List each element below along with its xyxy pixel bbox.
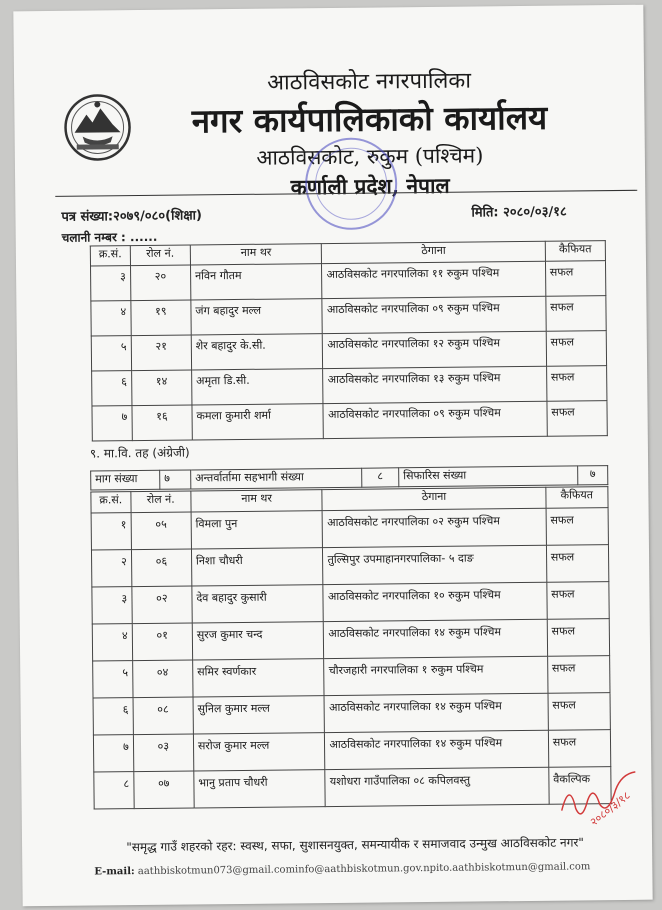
col-roll: रोल नं. xyxy=(131,491,191,513)
dispatch-number: चलानी नम्बर : ...... xyxy=(61,229,158,245)
cell-name: समिर स्वर्णकार xyxy=(193,659,325,697)
col-address: ठेगाना xyxy=(322,241,546,263)
cell-serial: ५ xyxy=(93,661,133,698)
recommend-value: ७ xyxy=(578,466,608,485)
cell-address: आठविसकोट नगरपालिका ११ रुकुम पश्चिम xyxy=(322,261,546,298)
cell-address: आठविसकोट नगरपालिका १४ रुकुम पश्चिम xyxy=(324,693,548,732)
cell-roll: ०४ xyxy=(132,660,193,698)
cell-remarks: सफल xyxy=(546,331,607,367)
cell-remarks: सफल xyxy=(546,366,607,402)
table-row xyxy=(91,261,606,301)
cell-address: चौरजहारी नगरपालिका १ रुकुम पश्चिम xyxy=(324,656,548,695)
municipality-name: आठविसकोट नगरपालिका xyxy=(267,68,472,96)
interview-value: ८ xyxy=(362,468,399,487)
table-row xyxy=(91,296,606,336)
cell-roll: ०६ xyxy=(131,549,192,587)
reference-number: पत्र संख्या:२०७९/०८०(शिक्षा) xyxy=(61,208,202,225)
cell-remarks: सफल xyxy=(546,545,609,583)
cell-remarks: सफल xyxy=(548,693,611,731)
cell-name: देव बहादुर कुसारी xyxy=(192,585,324,623)
email-label: E-mail: xyxy=(94,866,135,878)
cell-serial: ८ xyxy=(94,772,134,809)
cell-serial: ७ xyxy=(93,735,133,772)
cell-remarks: सफल xyxy=(546,296,607,332)
table-row xyxy=(92,401,607,441)
cell-address: आठविसकोट नगरपालिका १० रुकुम पश्चिम xyxy=(323,582,547,621)
section-title: ९. मा.वि. तह (अंग्रेजी) xyxy=(89,445,190,461)
cell-serial: ६ xyxy=(92,371,132,406)
cell-address: आठविसकोट नगरपालिका १२ रुकुम पश्चिम xyxy=(323,331,547,368)
interview-label: अन्तर्वार्तामा सहभागी संख्या xyxy=(191,468,362,489)
col-serial: क्र.सं. xyxy=(91,492,131,513)
cell-remarks: सफल xyxy=(547,619,610,657)
cell-remarks: सफल xyxy=(547,656,610,694)
signature-icon xyxy=(551,760,647,831)
table-row xyxy=(93,656,610,698)
cell-remarks: सफल xyxy=(547,401,608,437)
cell-roll: ०७ xyxy=(134,771,195,809)
cell-serial: ३ xyxy=(92,587,132,624)
cell-name: सरोज कुमार मल्ल xyxy=(193,733,325,771)
cell-address: आठविसकोट नगरपालिका १४ रुकुम पश्चिम xyxy=(324,619,548,658)
cell-name: कमला कुमारी शर्मा xyxy=(192,404,324,440)
province-name: कर्णाली प्रदेश, नेपाल xyxy=(290,172,450,200)
cell-remarks: सफल xyxy=(548,730,611,768)
col-address: ठेगाना xyxy=(322,487,546,510)
table-row xyxy=(91,545,608,587)
table-row xyxy=(92,619,609,661)
results-table-2 xyxy=(90,486,611,809)
cell-remarks: सफल xyxy=(546,508,609,546)
cell-roll: ०८ xyxy=(133,697,194,735)
signature-date: २०८०/३/१८ xyxy=(587,788,633,829)
col-name: नाम थर xyxy=(191,490,323,512)
cell-name: निशा चौधरी xyxy=(191,548,323,586)
cell-serial: १ xyxy=(91,513,131,550)
table-row xyxy=(93,693,610,735)
cell-roll: २१ xyxy=(131,335,192,371)
table-row xyxy=(94,767,611,809)
col-name: नाम थर xyxy=(190,244,322,265)
cell-name: नविन गौतम xyxy=(190,264,322,300)
cell-name: विमला पुन xyxy=(191,511,323,549)
cell-roll: ०२ xyxy=(132,586,193,624)
cell-remarks: सफल xyxy=(545,261,606,297)
cell-roll: २० xyxy=(130,265,191,301)
cell-serial: २ xyxy=(91,550,131,587)
cell-serial: ४ xyxy=(92,624,132,661)
cell-serial: ७ xyxy=(92,406,132,441)
col-remarks: कैफियत xyxy=(546,487,608,509)
cell-address: आठविसकोट नगरपालिका १३ रुकुम पश्चिम xyxy=(323,366,547,403)
footer-email xyxy=(94,861,590,877)
letter-page xyxy=(13,5,652,907)
cell-remarks: सफल xyxy=(547,582,610,620)
table-row xyxy=(92,582,609,624)
demand-value: ७ xyxy=(160,470,191,489)
cell-serial: ६ xyxy=(93,698,133,735)
office-name: नगर कार्यपालिकाको कार्यालय xyxy=(191,97,548,141)
cell-roll: ०३ xyxy=(133,734,194,772)
cell-address: आठविसकोट नगरपालिका ०९ रुकुम पश्चिम xyxy=(323,401,547,438)
table-row xyxy=(92,366,607,406)
cell-roll: १४ xyxy=(131,370,192,406)
results-table-1 xyxy=(90,240,608,441)
footer-motto: "समृद्ध गाउँ शहरको रहर: स्वस्थ, सफा, सुशासनयुक्त, समन्यायीक र समाजवाद उन्मुख आठविसकोट नगर" xyxy=(126,835,584,855)
cell-name: भानु प्रताप चौधरी xyxy=(194,770,326,808)
office-stamp-icon xyxy=(305,137,398,230)
cell-serial: ५ xyxy=(91,336,131,371)
cell-roll: ०५ xyxy=(131,512,192,550)
table-row xyxy=(91,331,606,371)
cell-roll: ०१ xyxy=(132,623,193,661)
recommend-label: सिफारिस संख्या xyxy=(399,466,578,487)
cell-name: अमृता डि.सी. xyxy=(192,369,324,405)
cell-address: आठविसकोट नगरपालिका १४ रुकुम पश्चिम xyxy=(325,730,549,769)
table-row xyxy=(91,508,608,550)
letter-date: मिति: २०८०/०३/१८ xyxy=(471,204,567,221)
office-location: आठविसकोट, रुकुम (पश्चिम) xyxy=(256,143,484,170)
col-serial: क्र.सं. xyxy=(90,246,130,266)
cell-name: सुनिल कुमार मल्ल xyxy=(193,696,325,734)
cell-address: यशोधरा गाउँपालिका ०८ कपिलवस्तु xyxy=(325,767,549,806)
cell-roll: १९ xyxy=(131,300,192,336)
cell-name: जंग बहादुर मल्ल xyxy=(191,299,323,335)
table-row xyxy=(93,730,610,772)
cell-address: आठविसकोट नगरपालिका ०२ रुकुम पश्चिम xyxy=(323,508,547,547)
col-roll: रोल नं. xyxy=(130,245,190,266)
cell-remarks: वैकल्पिक xyxy=(549,767,612,805)
email-value[interactable]: aathbiskotmun073@gmail.cominfo@aathbiskotmun.gov.npito.aathbiskotmun@gmail.com xyxy=(137,861,591,878)
cell-name: शेर बहादुर के.सी. xyxy=(191,334,323,370)
cell-name: सुरज कुमार चन्द xyxy=(192,622,324,660)
col-remarks: कैफियत xyxy=(545,241,605,262)
cell-serial: ४ xyxy=(91,301,131,336)
cell-roll: १६ xyxy=(132,405,193,441)
demand-label: माग संख्या xyxy=(91,470,160,490)
cell-address: आठविसकोट नगरपालिका ०९ रुकुम पश्चिम xyxy=(322,296,546,333)
cell-serial: ३ xyxy=(91,266,131,301)
cell-address: तुल्सिपुर उपमाहानगरपालिका- ५ दाङ xyxy=(323,545,547,584)
